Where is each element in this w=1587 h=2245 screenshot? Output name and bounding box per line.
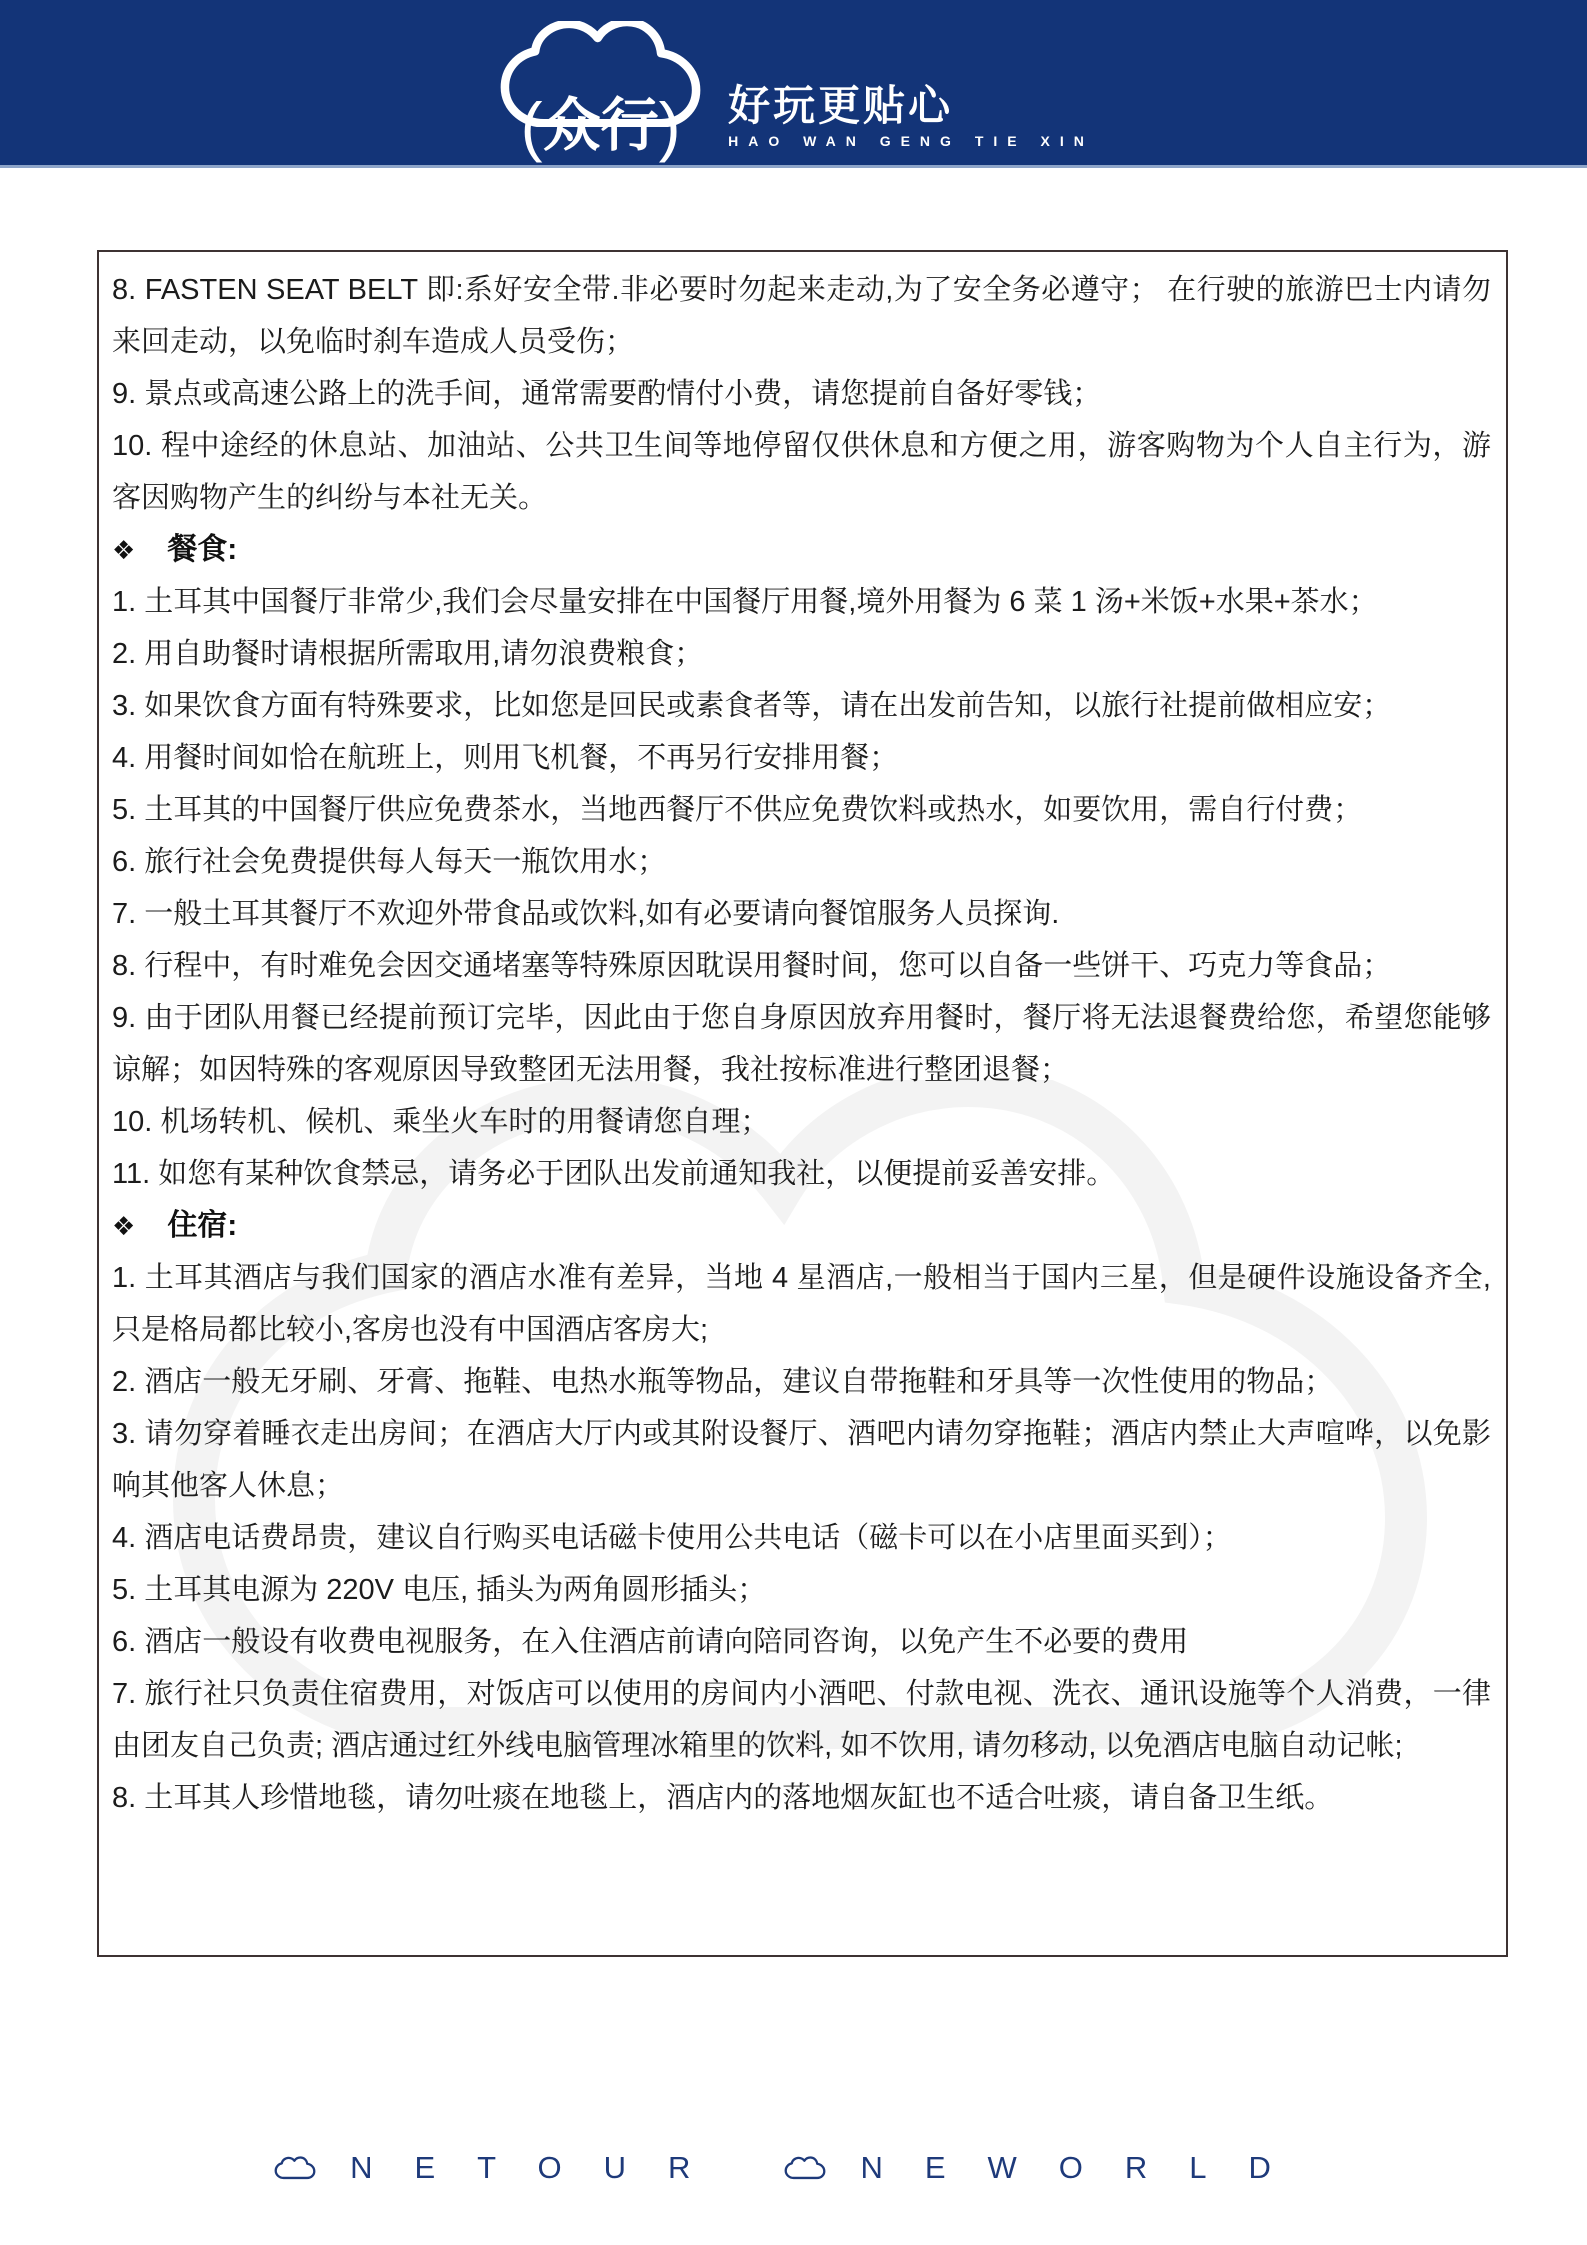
- logo-name: 众行: [542, 93, 659, 158]
- intro-item: 8. FASTEN SEAT BELT 即:系好安全带.非必要时勿起来走动,为了安全务必遵守； 在行驶的旅游巴士内请勿来回走动，以免临时刹车造成人员受伤；: [112, 274, 1491, 358]
- tagline-pinyin: HAO WAN GENG TIE XIN: [728, 133, 1094, 149]
- section-lodging: [112, 1200, 1491, 1824]
- brand-netour: [274, 2148, 732, 2188]
- lodging-item: 4. 酒店电话费昂贵，建议自行购买电话磁卡使用公共电话（磁卡可以在小店里面买到）；: [112, 1522, 1232, 1554]
- meals-item: 4. 用餐时间如恰在航班上，则用飞机餐，不再另行安排用餐；: [112, 742, 899, 774]
- lodging-item: 7. 旅行社只负责住宿费用，对饭店可以使用的房间内小酒吧、付款电视、洗衣、通讯设施等个人消费，一律由团友自己负责; 酒店通过红外线电脑管理冰箱里的饮料, 如不饮用, 请勿移动, 以免酒店电脑自动记帐;: [112, 1678, 1491, 1762]
- notice-box: [97, 250, 1508, 1957]
- footer-brand-line: [0, 2148, 1587, 2188]
- cloud-logo: [493, 5, 708, 163]
- diamond-bullet-icon: ❖: [112, 535, 136, 565]
- cloud-icon: [784, 2154, 826, 2182]
- intro-item: 10. 程中途经的休息站、加油站、公共卫生间等地停留仅供休息和方便之用，游客购物为个人自主行为，游客因购物产生的纠纷与本社无关。: [112, 430, 1491, 514]
- lodging-item: 5. 土耳其电源为 220V 电压, 插头为两角圆形插头；: [112, 1574, 767, 1606]
- lodging-item: 1. 土耳其酒店与我们国家的酒店水准有差异，当地 4 星酒店,一般相当于国内三星，但是硬件设施设备齐全,只是格局都比较小,客房也没有中国酒店客房大;: [112, 1262, 1491, 1346]
- cloud-icon: [274, 2154, 316, 2182]
- brand-logo: [0, 0, 1587, 165]
- brand-text-left: NETOUR: [350, 2150, 733, 2185]
- lodging-item: 8. 土耳其人珍惜地毯，请勿吐痰在地毯上，酒店内的落地烟灰缸也不适合吐痰，请自备卫生纸。: [112, 1782, 1334, 1814]
- meals-item: 8. 行程中，有时难免会因交通堵塞等特殊原因耽误用餐时间，您可以自备一些饼干、巧克力等食品；: [112, 950, 1392, 982]
- meals-item: 3. 如果饮食方面有特殊要求，比如您是回民或素食者等，请在出发前告知，以旅行社提前做相应安；: [112, 690, 1392, 722]
- lodging-list: [112, 1252, 1491, 1824]
- meals-item: 11. 如您有某种饮食禁忌，请务必于团队出发前通知我社，以便提前妥善安排。: [112, 1158, 1116, 1190]
- tagline: 好玩更贴心: [728, 82, 954, 129]
- meals-item: 7. 一般土耳其餐厅不欢迎外带食品或饮料,如有必要请向餐馆服务人员探询.: [112, 898, 1060, 930]
- intro-item: 9. 景点或高速公路上的洗手间，通常需要酌情付小费，请您提前自备好零钱；: [112, 378, 1102, 410]
- logo-wordmark: [493, 89, 708, 163]
- section-meals: [112, 524, 1491, 1200]
- header-banner: [0, 0, 1587, 168]
- meals-item: 2. 用自助餐时请根据所需取用,请勿浪费粮食；: [112, 638, 704, 670]
- meals-list: [112, 576, 1491, 1200]
- logo-tagline-block: [728, 83, 1094, 155]
- meals-item: 6. 旅行社会免费提供每人每天一瓶饮用水；: [112, 846, 667, 878]
- lodging-item: 2. 酒店一般无牙刷、牙膏、拖鞋、电热水瓶等物品，建议自带拖鞋和牙具等一次性使用的物品；: [112, 1366, 1334, 1398]
- logo-paren-left: (: [520, 89, 543, 163]
- brand-text-right: NEWORLD: [860, 2150, 1313, 2185]
- intro-list: [112, 264, 1491, 524]
- section-title-meals: [112, 524, 1491, 576]
- section-title-text: 住宿:: [167, 1209, 238, 1242]
- lodging-item: 3. 请勿穿着睡衣走出房间；在酒店大厅内或其附设餐厅、酒吧内请勿穿拖鞋；酒店内禁止大声喧哗，以免影响其他客人休息；: [112, 1418, 1491, 1502]
- lodging-item: 6. 酒店一般设有收费电视服务，在入住酒店前请向陪同咨询，以免产生不必要的费用: [112, 1626, 1189, 1658]
- meals-item: 1. 土耳其中国餐厅非常少,我们会尽量安排在中国餐厅用餐,境外用餐为 6 菜 1 汤+米饭+水果+茶水；: [112, 586, 1378, 618]
- section-title-text: 餐食:: [167, 533, 238, 566]
- meals-item: 9. 由于团队用餐已经提前预订完毕，因此由于您自身原因放弃用餐时，餐厅将无法退餐费给您，希望您能够谅解；如因特殊的客观原因导致整团无法用餐，我社按标准进行整团退餐；: [112, 1002, 1491, 1086]
- meals-item: 5. 土耳其的中国餐厅供应免费茶水，当地西餐厅不供应免费饮料或热水，如要饮用，需自行付费；: [112, 794, 1363, 826]
- section-title-lodging: [112, 1200, 1491, 1252]
- brand-neworld: [784, 2148, 1312, 2188]
- diamond-bullet-icon: ❖: [112, 1211, 136, 1241]
- meals-item: 10. 机场转机、候机、乘坐火车时的用餐请您自理；: [112, 1106, 770, 1138]
- logo-paren-right: ): [658, 89, 681, 163]
